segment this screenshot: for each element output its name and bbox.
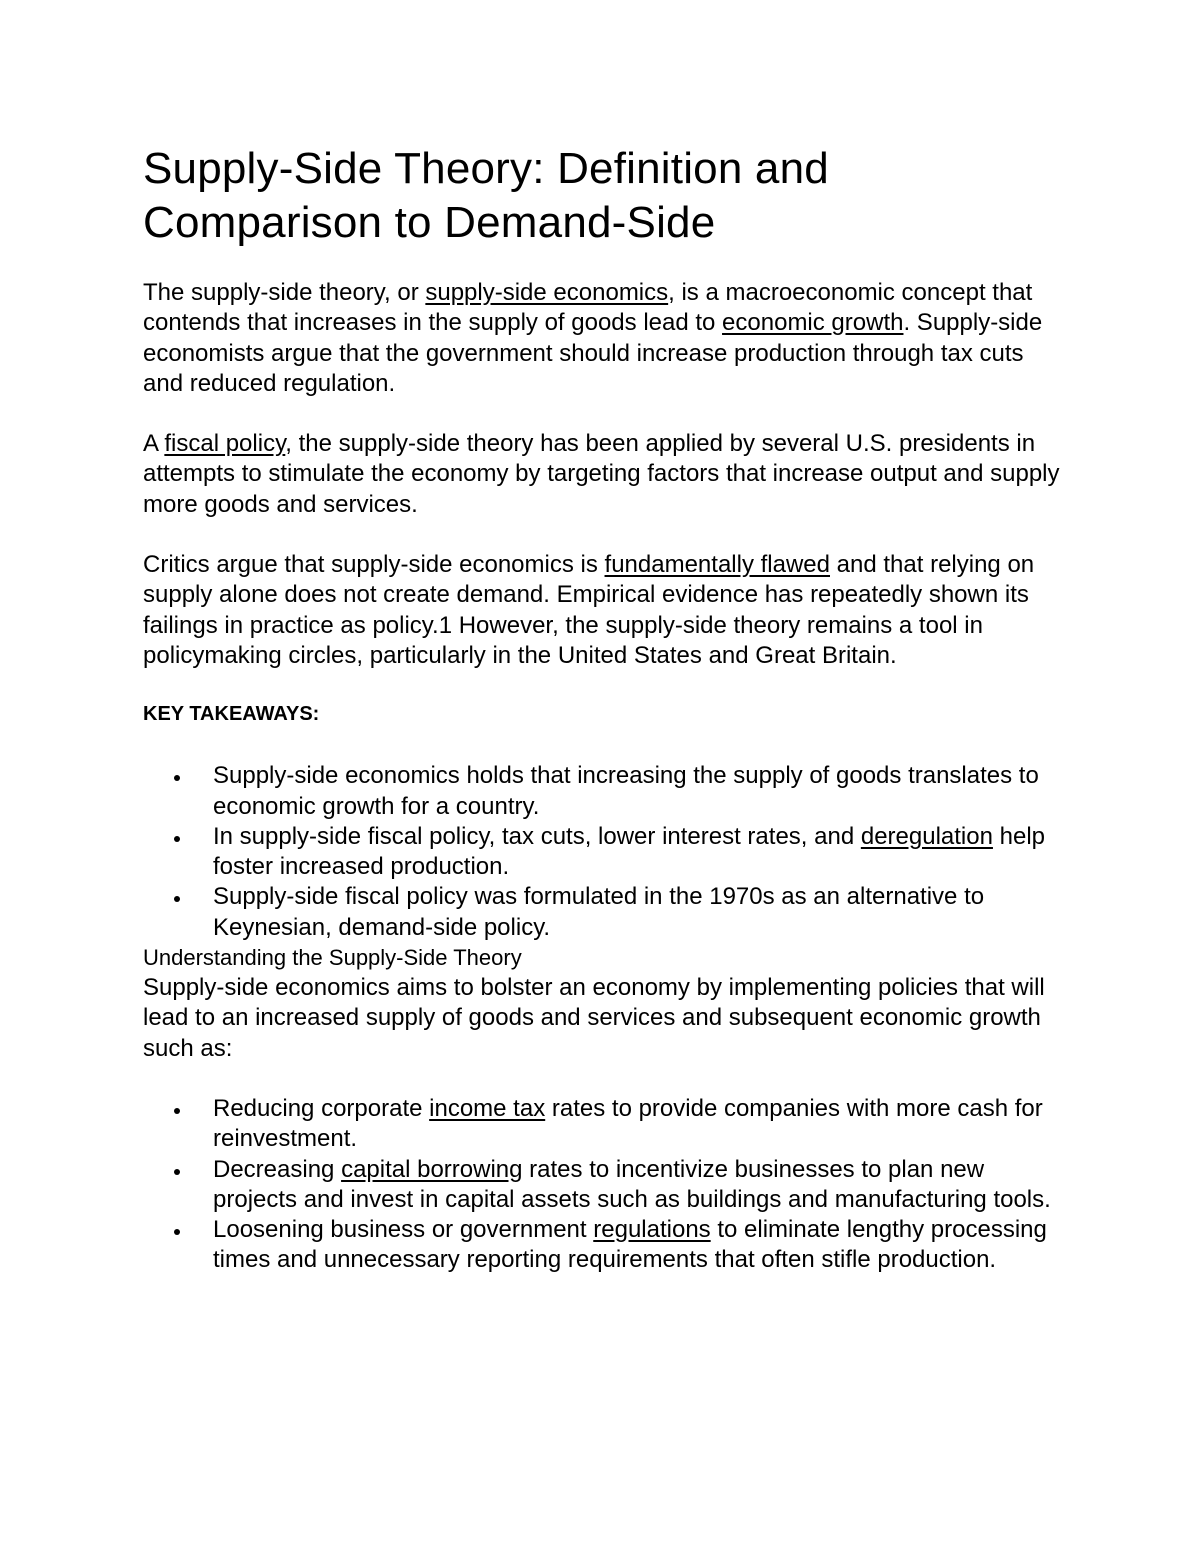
page-title: Supply-Side Theory: Definition and Comparison to Demand-Side [143, 144, 829, 247]
intro-text-1: The supply-side theory, or [143, 279, 426, 306]
understanding-paragraph: Supply-side economics aims to bolster an economy by implementing policies that will lead to an increased supply of goods and services and subsequent economic growth such as: [143, 974, 1045, 1062]
fiscal-policy-link[interactable]: fiscal policy [164, 430, 286, 458]
critics-text-1: Critics argue that supply-side economics is [143, 551, 605, 579]
list-item [143, 1094, 1063, 1155]
supply-side-economics-link[interactable]: supply-side economics [425, 279, 669, 306]
regulations-link[interactable]: regulations [593, 1216, 711, 1244]
policy-2-text-1: Decreasing [213, 1155, 342, 1183]
policies-list [143, 1094, 1063, 1276]
policy-3-text-1: Loosening business or government [213, 1216, 594, 1244]
income-tax-link[interactable]: income tax [429, 1094, 546, 1122]
list-item [143, 1155, 1063, 1216]
list-item [143, 822, 1063, 883]
fiscal-text-2: , the supply-side theory has been applied by several U.S. presidents in attempts to stimulate the economy by targeting factors that increase output and supply more goods and services. [143, 430, 1060, 518]
key-takeaways-list [143, 761, 1063, 943]
fiscal-paragraph [143, 429, 1063, 520]
takeaway-1-text: Supply-side economics holds that increasing the supply of goods translates to economic growth for a country. [213, 762, 1039, 820]
key-takeaways-heading: KEY TAKEAWAYS: [143, 703, 320, 726]
takeaway-2-text-1: In supply-side fiscal policy, tax cuts, lower interest rates, and [213, 822, 861, 850]
document-page [143, 142, 1063, 1276]
takeaway-2-text-2: help foster increased production. [213, 822, 1045, 881]
fundamentally-flawed-link[interactable]: fundamentally flawed [604, 551, 830, 579]
list-item [143, 761, 1063, 822]
policy-2-text-2: rates to incentivize businesses to plan new projects and invest in capital assets such as buildings and manufacturing tools. [213, 1155, 1051, 1213]
critics-text-2: and that relying on supply alone does not create demand. Empirical evidence has repeatedly shown its failings in practice as policy.1 However, the supply-side theory remains a tool in policymaking circles, particularly in the United States and Great Britain. [143, 551, 1035, 669]
capital-borrowing-link[interactable]: capital borrowing [341, 1155, 523, 1183]
intro-paragraph [143, 278, 1063, 399]
takeaway-3-text: Supply-side fiscal policy was formulated in the 1970s as an alternative to Keynesian, demand-side policy. [213, 883, 985, 941]
intro-text-2: , is a macroeconomic concept that contends that increases in the supply of goods lead to [143, 279, 1033, 337]
economic-growth-link[interactable]: economic growth [722, 309, 904, 337]
critics-paragraph [143, 550, 1063, 671]
list-item [143, 1215, 1063, 1276]
policy-3-text-2: to eliminate lengthy processing times and unnecessary reporting requirements that often stifle production. [213, 1216, 1047, 1274]
list-item [143, 882, 1063, 943]
policy-1-text-1: Reducing corporate [213, 1094, 430, 1122]
policy-1-text-2: rates to provide companies with more cash for reinvestment. [213, 1094, 1043, 1153]
understanding-heading: Understanding the Supply-Side Theory [143, 945, 522, 971]
fiscal-text-1: A [143, 430, 165, 458]
deregulation-link[interactable]: deregulation [860, 822, 993, 850]
intro-text-3: . Supply-side economists argue that the government should increase production through tax cuts and reduced regulation. [143, 309, 1043, 397]
